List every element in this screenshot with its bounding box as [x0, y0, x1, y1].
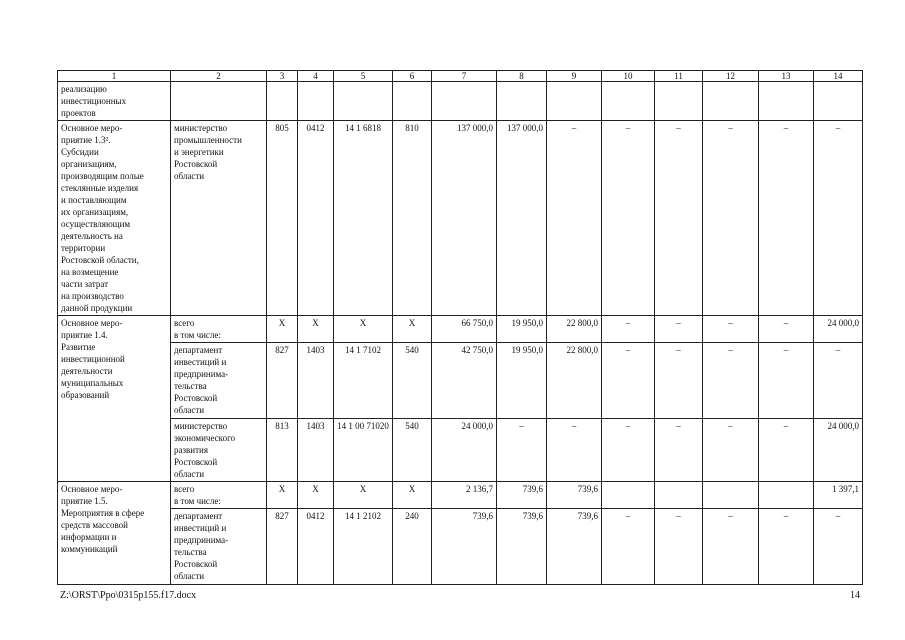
cell-value: –	[759, 316, 814, 343]
cell-empty	[171, 82, 267, 121]
cell-code: 240	[393, 509, 432, 585]
cell-code: 14 1 7102	[334, 343, 393, 419]
cell-empty	[298, 82, 334, 121]
cell-value: –	[814, 509, 863, 585]
cell-activity-name: Основное меро- приятие 1.3². Субсидии организациям, производящим полые стеклянные изделия и поставляющим их организациям, осуществляющим деятельность на территории Ростовской области, на возмещение части затрат на производство данной продукции	[58, 121, 171, 316]
column-number: 2	[171, 71, 267, 82]
column-number: 12	[703, 71, 759, 82]
cell-empty	[703, 82, 759, 121]
cell-value: 1 397,1	[814, 482, 863, 509]
cell-empty	[547, 82, 602, 121]
cell-code: 0412	[298, 509, 334, 585]
cell-value: –	[759, 509, 814, 585]
cell-value: –	[759, 121, 814, 316]
cell-empty	[267, 82, 298, 121]
table-row	[58, 316, 863, 343]
cell-code: 0412	[298, 121, 334, 316]
cell-value	[703, 482, 759, 509]
cell-value: 739,6	[547, 509, 602, 585]
cell-code: 810	[393, 121, 432, 316]
cell-value: –	[497, 419, 547, 482]
cell-empty	[655, 82, 703, 121]
cell-code: 827	[267, 509, 298, 585]
cell-value: 19 950,0	[497, 316, 547, 343]
cell-value: 137 000,0	[497, 121, 547, 316]
cell-value: 739,6	[497, 509, 547, 585]
cell-code: X	[334, 316, 393, 343]
cell-value: –	[602, 316, 655, 343]
cell-value: –	[759, 419, 814, 482]
cell-value: 66 750,0	[432, 316, 497, 343]
cell-code: 540	[393, 343, 432, 419]
column-number: 14	[814, 71, 863, 82]
cell-empty	[602, 82, 655, 121]
cell-text: реализацию инвестиционных проектов	[58, 82, 171, 121]
cell-activity-name: Основное меро- приятие 1.5. Мероприятия в сфере средств массовой информации и коммуникаций	[58, 482, 171, 585]
cell-executor: департамент инвестиций и предпринима- тельства Ростовской области	[171, 509, 267, 585]
cell-executor: министерство промышленности и энергетики Ростовской области	[171, 121, 267, 316]
cell-value: 22 800,0	[547, 316, 602, 343]
cell-value: 739,6	[547, 482, 602, 509]
cell-value: –	[547, 419, 602, 482]
cell-code: X	[298, 482, 334, 509]
cell-value: –	[655, 509, 703, 585]
cell-code: X	[298, 316, 334, 343]
cell-empty	[814, 82, 863, 121]
cell-value: 2 136,7	[432, 482, 497, 509]
page-number: 14	[850, 590, 860, 601]
cell-value: –	[703, 343, 759, 419]
cell-executor: министерство экономического развития Ростовской области	[171, 419, 267, 482]
cell-code: 827	[267, 343, 298, 419]
cell-value: –	[703, 121, 759, 316]
cell-empty	[334, 82, 393, 121]
cell-value: –	[814, 121, 863, 316]
cell-code: 14 1 00 71020	[334, 419, 393, 482]
cell-code: 540	[393, 419, 432, 482]
cell-value: 739,6	[432, 509, 497, 585]
cell-value: –	[655, 343, 703, 419]
table-row	[58, 482, 863, 509]
cell-value: 24 000,0	[814, 419, 863, 482]
cell-value: –	[655, 121, 703, 316]
cell-value: –	[602, 509, 655, 585]
budget-table	[57, 70, 863, 585]
cell-value: –	[759, 343, 814, 419]
cell-code: 14 1 2102	[334, 509, 393, 585]
column-number: 6	[393, 71, 432, 82]
cell-empty	[497, 82, 547, 121]
cell-value: –	[703, 316, 759, 343]
table-row	[58, 343, 863, 419]
cell-executor: всего в том числе:	[171, 482, 267, 509]
table-row	[58, 419, 863, 482]
table-row	[58, 509, 863, 585]
footer-file-path: Z:\ORST\Ppo\0315p155.f17.docx	[60, 590, 197, 601]
cell-executor: всего в том числе:	[171, 316, 267, 343]
cell-code: 813	[267, 419, 298, 482]
cell-value: –	[814, 343, 863, 419]
cell-value: –	[602, 343, 655, 419]
cell-code: 1403	[298, 343, 334, 419]
cell-value: 19 950,0	[497, 343, 547, 419]
column-number: 4	[298, 71, 334, 82]
cell-code: X	[393, 316, 432, 343]
column-number-row	[58, 71, 863, 82]
cell-executor: департамент инвестиций и предпринима- тельства Ростовской области	[171, 343, 267, 419]
table-row	[58, 82, 863, 121]
column-number: 10	[602, 71, 655, 82]
cell-code: 1403	[298, 419, 334, 482]
cell-empty	[759, 82, 814, 121]
column-number: 9	[547, 71, 602, 82]
cell-value	[655, 482, 703, 509]
cell-value: –	[547, 121, 602, 316]
cell-empty	[393, 82, 432, 121]
table-row	[58, 121, 863, 316]
column-number: 13	[759, 71, 814, 82]
cell-value: –	[655, 316, 703, 343]
cell-code: 805	[267, 121, 298, 316]
cell-value: –	[602, 419, 655, 482]
cell-code: X	[393, 482, 432, 509]
cell-code: X	[267, 482, 298, 509]
cell-value	[759, 482, 814, 509]
column-number: 3	[267, 71, 298, 82]
cell-value: –	[703, 419, 759, 482]
cell-value: 137 000,0	[432, 121, 497, 316]
column-number: 11	[655, 71, 703, 82]
cell-value: –	[703, 509, 759, 585]
cell-value: 24 000,0	[814, 316, 863, 343]
cell-code: X	[334, 482, 393, 509]
column-number: 8	[497, 71, 547, 82]
cell-empty	[432, 82, 497, 121]
cell-code: X	[267, 316, 298, 343]
cell-activity-name: Основное меро- приятие 1.4. Развитие инвестиционной деятельности муниципальных образований	[58, 316, 171, 482]
cell-value: 24 000,0	[432, 419, 497, 482]
cell-value: 22 800,0	[547, 343, 602, 419]
cell-value: 42 750,0	[432, 343, 497, 419]
cell-value: 739,6	[497, 482, 547, 509]
cell-value: –	[655, 419, 703, 482]
column-number: 1	[58, 71, 171, 82]
cell-code: 14 1 6818	[334, 121, 393, 316]
cell-value: –	[602, 121, 655, 316]
column-number: 5	[334, 71, 393, 82]
column-number: 7	[432, 71, 497, 82]
cell-value	[602, 482, 655, 509]
